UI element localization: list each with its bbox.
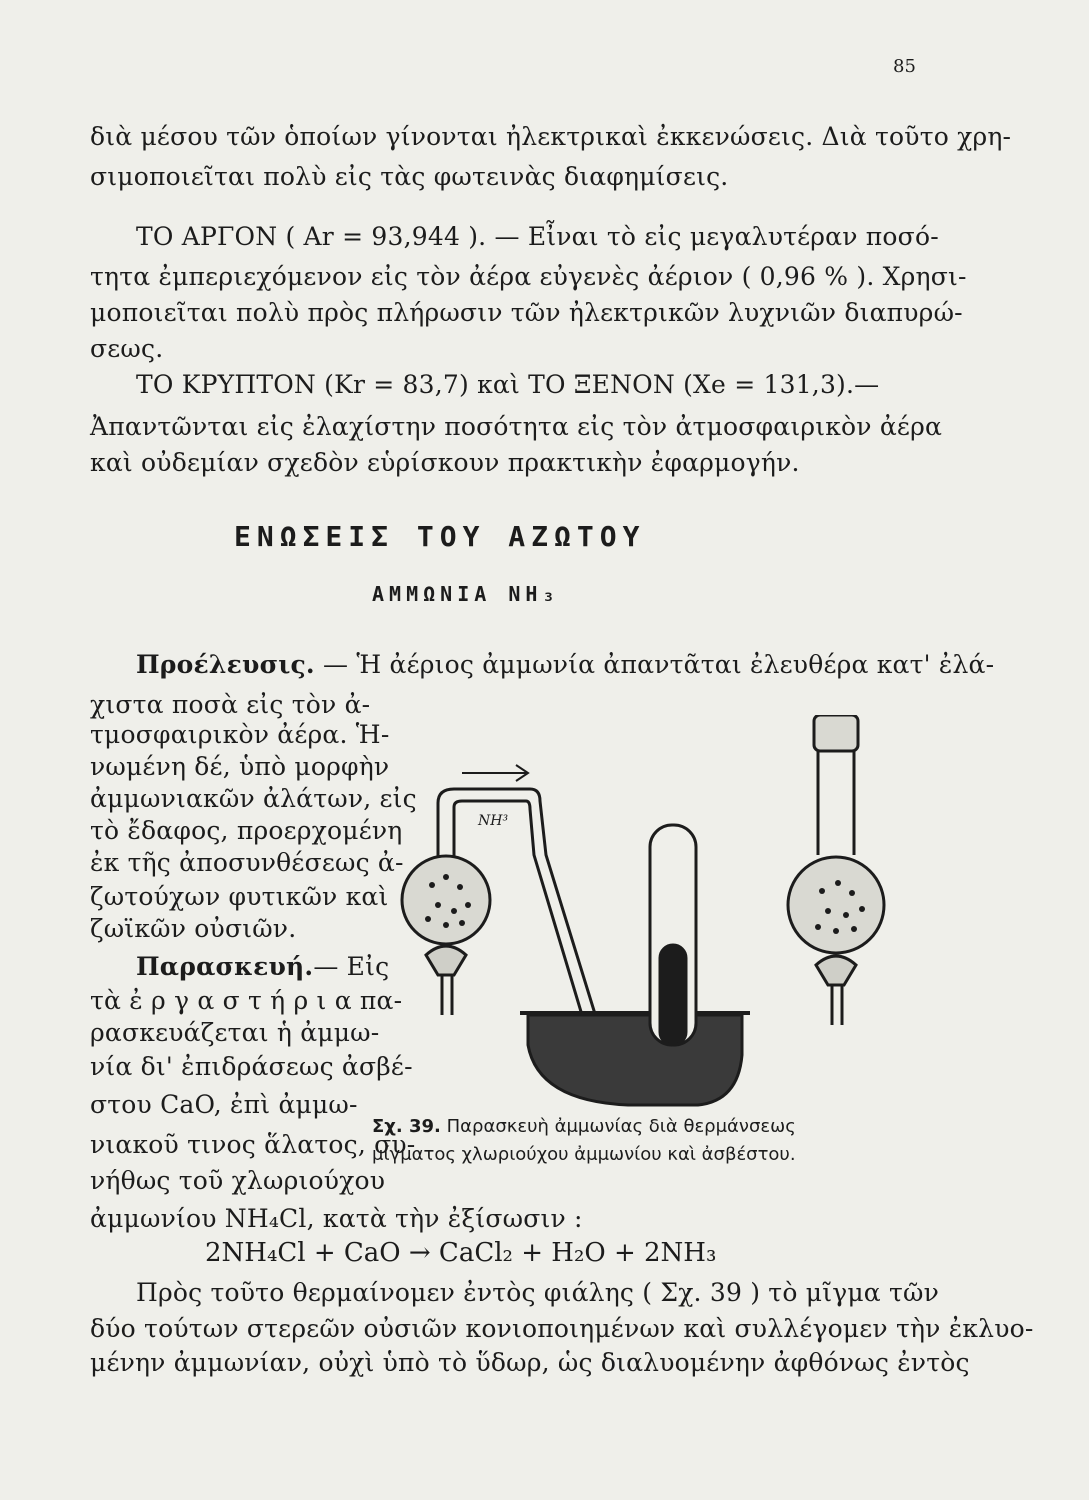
right-flask-neck — [818, 747, 854, 855]
text-line: καὶ οὐδεμίαν σχεδὸν εὑρίσκουν πρακτικὴν ἐφαρμογήν. — [90, 448, 800, 477]
subsection-title: ΑΜΜΩΝΙΑ ΝΗ₃ — [372, 582, 560, 606]
figure-caption — [372, 1116, 796, 1137]
text-line: Πρὸς τοῦτο θερμαίνομεν ἐντὸς φιάλης ( Σχ. 39 ) τὸ μῖγμα τῶν — [136, 1278, 940, 1307]
water-trough — [528, 1015, 742, 1105]
text-line: σεως. — [90, 334, 164, 363]
occurrence-paragraph — [136, 650, 994, 679]
preparation-paragraph — [136, 952, 389, 981]
narrow-line: χιστα ποσὰ εἰς τὸν ἀ- — [90, 690, 371, 719]
preparation-text: — Εἰς — [313, 952, 390, 981]
narrow-line: ἐκ τῆς ἀποσυνθέσεως ἀ- — [90, 848, 404, 877]
narrow-line: νωμένη δέ, ὑπὸ μορφὴν — [90, 752, 390, 781]
caption-label: Σχ. 39. — [372, 1116, 441, 1137]
text-line: μοποιεῖται πολὺ πρὸς πλήρωσιν τῶν ἠλεκτρικῶν λυχνιῶν διαπυρώ- — [90, 298, 963, 327]
text-line: μένην ἀμμωνίαν, οὐχὶ ὑπὸ τὸ ὕδωρ, ὡς διαλυομένην ἀφθόνως ἐντὸς — [90, 1348, 970, 1377]
text-line: διὰ μέσου τῶν ὁποίων γίνονται ἠλεκτρικαὶ ἐκκενώσεις. Διὰ τοῦτο χρη- — [90, 122, 1012, 151]
occurrence-label: Προέλευσις. — [136, 650, 315, 679]
figure-apparatus — [398, 715, 938, 1120]
text-line: Ἀπαντῶνται εἰς ἐλαχίστην ποσότητα εἰς τὸν ἀτμοσφαιρικὸν ἀέρα — [90, 412, 943, 441]
narrow-line: ζωτούχων φυτικῶν καὶ — [90, 882, 389, 911]
narrow-line: στου CaO, ἐπὶ ἀμμω- — [90, 1090, 358, 1119]
caption-text-1: Παρασκευὴ ἀμμωνίας διὰ θερμάνσεως — [440, 1116, 796, 1137]
right-burner — [832, 985, 842, 1025]
right-burner-flame — [816, 956, 856, 985]
right-flask — [788, 857, 884, 953]
tube-label: NH³ — [478, 813, 509, 829]
narrow-line: ζωϊκῶν οὐσιῶν. — [90, 914, 297, 943]
section-title: ΕΝΩΣΕΙΣ ΤΟΥ ΑΖΩΤΟΥ — [234, 520, 646, 553]
narrow-line: τὰ ἐ ρ γ α σ τ ή ρ ι α πα- — [90, 986, 403, 1015]
narrow-line: τμοσφαιρικὸν ἀέρα. Ἡ- — [90, 720, 390, 749]
narrow-line: νία δι' ἐπιδράσεως ἀσβέ- — [90, 1052, 413, 1081]
text-line: ΤΟ ΑΡΓΟΝ ( Ar = 93,944 ). — Εἶναι τὸ εἰς μεγαλυτέραν ποσό- — [136, 222, 939, 251]
flow-arrow — [462, 765, 528, 781]
narrow-line: ρασκευάζεται ἡ ἀμμω- — [90, 1018, 380, 1047]
figure-caption-line-2: μίγματος χλωριούχου ἀμμωνίου καὶ ἀσβέστου. — [372, 1144, 796, 1165]
right-flask-stopper — [814, 715, 858, 751]
chemical-equation: 2NH₄Cl + CaO → CaCl₂ + H₂O + 2NH₃ — [205, 1238, 717, 1268]
left-burner-flame — [426, 946, 466, 975]
narrow-line: ἀμμωνιακῶν ἀλάτων, εἰς — [90, 784, 417, 813]
narrow-line: νιακοῦ τινος ἅλατος, συ- — [90, 1130, 416, 1159]
left-flask — [402, 856, 490, 944]
text-line: ΤΟ ΚΡΥΠΤΟΝ (Kr = 83,7) καὶ ΤΟ ΞΕΝΟΝ (Xe = 131,3).— — [136, 370, 880, 399]
text-line: τητα ἐμπεριεχόμενον εἰς τὸν ἀέρα εὐγενὲς ἀέριον ( 0,96 % ). Χρησι- — [90, 262, 967, 291]
text-line: σιμοποιεῖται πολὺ εἰς τὰς φωτεινὰς διαφημίσεις. — [90, 162, 729, 191]
narrow-line: τὸ ἔδαφος, προερχομένη — [90, 816, 403, 845]
page-number: 85 — [893, 56, 916, 77]
occurrence-text: — Ἡ ἀέριος ἀμμωνία ἀπαντᾶται ἐλευθέρα κατ' ἐλά- — [314, 650, 995, 679]
preparation-label: Παρασκευή. — [136, 952, 314, 981]
left-burner — [442, 975, 452, 1015]
narrow-line: νήθως τοῦ χλωριούχου — [90, 1166, 386, 1195]
text-line: δύο τούτων στερεῶν οὐσιῶν κονιοποιημένων καὶ συλλέγομεν τὴν ἐκλυο- — [90, 1314, 1034, 1343]
text-line: ἀμμωνίου NH₄Cl, κατὰ τὴν ἐξίσωσιν : — [90, 1204, 583, 1233]
